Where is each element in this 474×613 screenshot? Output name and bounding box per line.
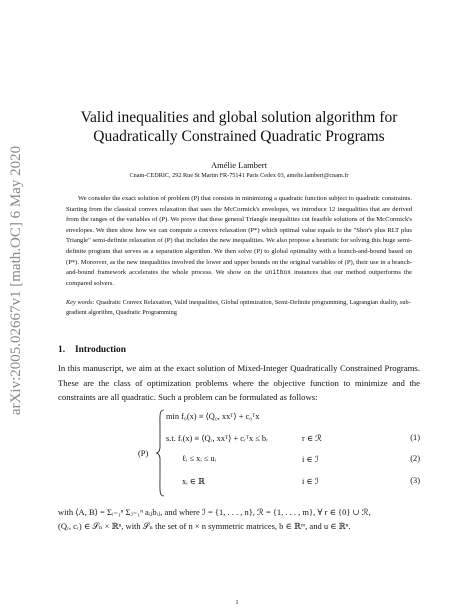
equation-number-3: (3) [410, 475, 420, 485]
arxiv-identifier [4, 130, 30, 430]
program-bounds: ℓᵢ ≤ xᵢ ≤ uᵢ [182, 453, 217, 463]
arxiv-identifier-text: arXiv:2005.02667v1 [math.OC] 6 May 2020 [8, 145, 25, 415]
equation-number-2: (2) [410, 453, 420, 463]
keywords [66, 298, 412, 317]
keywords-label: Key words: [66, 299, 95, 307]
section-number: 1. [58, 345, 66, 356]
paper-page [58, 0, 420, 534]
program-label: (P) [138, 448, 149, 458]
keywords-list: Quadratic Convex Relaxation, Valid inequalities, Global optimization, Semi-Definite programming, Lagrangian duality, sub-gradient algorithm, Quadratic Programming [66, 299, 411, 316]
author-name: Amélie Lambert [211, 160, 267, 170]
title-line-1: Valid inequalities and global solution algorithm for [80, 109, 398, 126]
abstract-code-term: unitbox [264, 269, 291, 277]
program-objective: min f₀(x) ≡ ⟨Q₀, xxᵀ⟩ + c₀ᵀx [166, 411, 260, 421]
abstract-text-part1: We consider the exact solution of problem (P) that consists in minimizing a quadratic function subject to quadratic constraints. Starting from the classical convex relaxation that uses the McCormick's envelopes, we introduce 12 inequalities that are derived from the ranges of the variables of (P). We prove that these general Triangle inequalities cut feasible solutions of the McCormick's envelopes. We then show how we can compute a convex relaxation (P*) which optimal value equals to the "Shor's plus RLT plus Triangle" semi-definite relaxation of (P) that includes the new inequalities. We also propose a heuristic for solving this huge semi-definite program that serves as a separation algorithm. We then solve (P) to global optimality with a branch-and-bound based on (P*). Moreover, as the new inequalities involved the lower and upper bounds on the original variables of (P), their use in a branch-and-bound framework accelerates the whole process. We show on the [66, 195, 412, 277]
program-constraint-domain: r ∈ ℛ [302, 433, 322, 443]
program-constraint: s.t. fᵣ(x) ≡ ⟨Qᵣ, xxᵀ⟩ + cᵣᵀx ≤ bᵣ [166, 433, 269, 443]
program-bounds-domain: i ∈ ℐ [302, 454, 319, 464]
program-integrality: xᵢ ∈ ℝ [182, 476, 205, 486]
optimization-program [58, 409, 420, 505]
paper-title [58, 108, 420, 146]
section-title: Introduction [75, 345, 126, 356]
definitions-line-1: with ⟨A, B⟩ = Σᵢ₌₁ⁿ Σⱼ₌₁ⁿ aᵢⱼbᵢⱼ, and where ℐ = {1, . . . , n}, ℛ = {1, . . . , m}, ∀ r ∈ {0} ∪ ℛ, [58, 506, 371, 517]
program-integrality-domain: i ∈ ℐ [302, 476, 319, 486]
intro-paragraph: In this manuscript, we aim at the exact solution of Mixed-Integer Quadratically Constrained Programs. These are the class of optimization problems where the objective function to minimize and the constraints are all quadratic. Such a problem can be formulated as follows: [58, 363, 420, 403]
abstract-text-part2: instances that our method outperforms the compared solvers. [66, 269, 412, 287]
abstract [66, 194, 412, 289]
program-brace [155, 409, 165, 497]
title-line-2: Quadratically Constrained Quadratic Programs [93, 128, 385, 145]
section-heading [58, 345, 420, 355]
definitions-line-2: (Qᵣ, cᵣ) ∈ 𝒮ₙ × ℝⁿ, with 𝒮ₙ the set of n × n symmetric matrices, b ∈ ℝᵐ, and u ∈ ℝⁿ. [58, 521, 351, 532]
author-affiliation: Cnam-CEDRIC, 292 Rue St Martin FR-75141 Paris Cedex 03, amelie.lambert@cnam.fr [129, 172, 349, 179]
page-number: 1 [235, 599, 239, 606]
abstract-text [66, 194, 412, 289]
equation-number-1: (1) [410, 432, 420, 442]
